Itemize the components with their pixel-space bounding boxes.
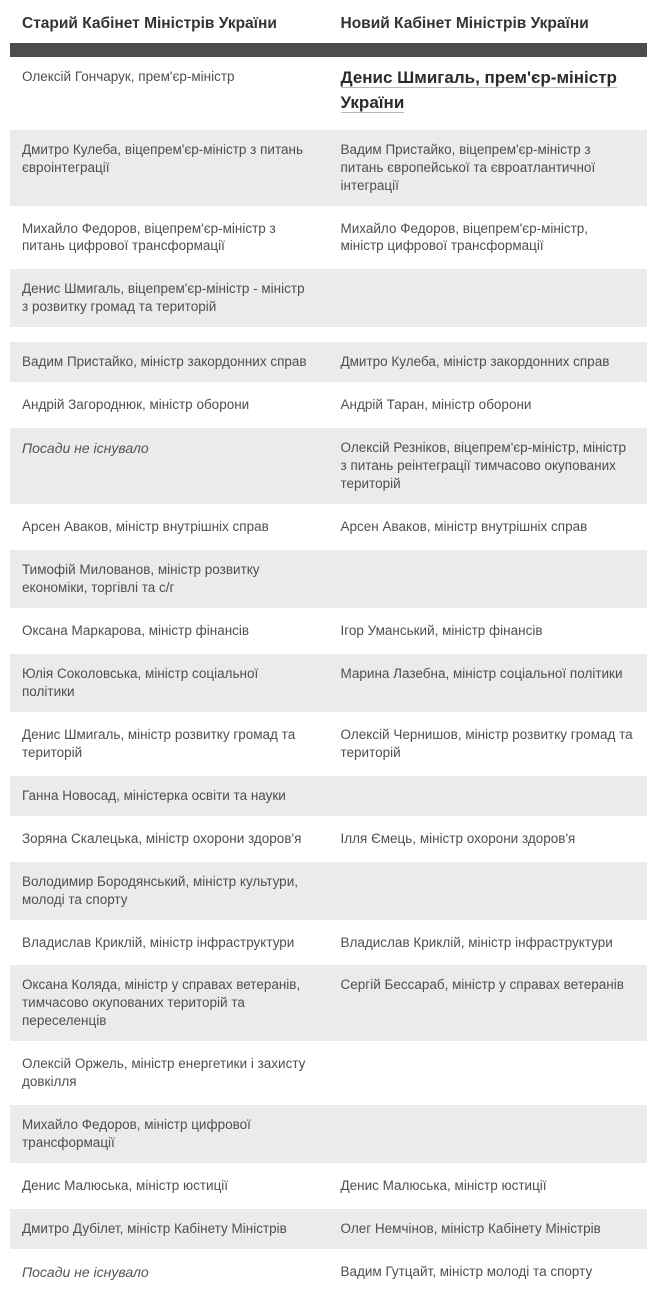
old-cabinet-cell: Оксана Маркарова, міністр фінансів	[10, 611, 329, 654]
table-row	[10, 1044, 647, 1105]
new-cabinet-cell: Андрій Таран, міністр оборони	[329, 385, 648, 428]
table-row	[10, 923, 647, 966]
new-cabinet-cell	[329, 776, 648, 819]
old-cabinet-cell: Михайло Федоров, віцепрем'єр-міністр з питань цифрової трансформації	[10, 209, 329, 270]
table-row	[10, 209, 647, 270]
new-cabinet-cell: Дмитро Кулеба, міністр закордонних справ	[329, 342, 648, 385]
new-cabinet-cell: Олег Немчінов, міністр Кабінету Міністрів	[329, 1209, 648, 1252]
new-cabinet-cell	[329, 862, 648, 923]
new-cabinet-cell: Ілля Ємець, міністр охорони здоров'я	[329, 819, 648, 862]
old-cabinet-cell	[10, 330, 329, 342]
table-row	[10, 428, 647, 507]
table-row	[10, 550, 647, 611]
new-cabinet-cell	[329, 330, 648, 342]
table-row	[10, 1252, 647, 1296]
old-cabinet-cell: Олексій Гончарук, прем'єр-міністр	[10, 57, 329, 129]
old-cabinet-cell: Денис Шмигаль, віцепрем'єр-міністр - міністр з розвитку громад та територій	[10, 269, 329, 330]
new-cabinet-cell: Михайло Федоров, віцепрем'єр-міністр, міністр цифрової трансформації	[329, 209, 648, 270]
old-cabinet-cell: Оксана Коляда, міністр у справах ветеранів, тимчасово окупованих територій та переселенців	[10, 965, 329, 1044]
comparison-table-body	[10, 57, 647, 1295]
table-row	[10, 654, 647, 715]
old-cabinet-cell: Зоряна Скалецька, міністр охорони здоров'я	[10, 819, 329, 862]
old-cabinet-cell: Олексій Оржель, міністр енергетики і захисту довкілля	[10, 1044, 329, 1105]
old-cabinet-cell: Володимир Бородянський, міністр культури, молоді та спорту	[10, 862, 329, 923]
new-prime-minister-link[interactable]: Денис Шмигаль, прем'єр-міністр України	[340, 68, 617, 113]
new-cabinet-cell	[329, 1105, 648, 1166]
table-row	[10, 342, 647, 385]
new-cabinet-cell: Вадим Гутцайт, міністр молоді та спорту	[329, 1252, 648, 1296]
table-row	[10, 507, 647, 550]
new-cabinet-cell: Денис Малюська, міністр юстиції	[329, 1166, 648, 1209]
new-cabinet-column-header: Новий Кабінет Міністрів України	[340, 15, 589, 32]
table-row	[10, 130, 647, 209]
table-row	[10, 385, 647, 428]
table-row	[10, 269, 647, 330]
old-cabinet-cell: Юлія Соколовська, міністр соціальної політики	[10, 654, 329, 715]
new-cabinet-cell: Ігор Уманський, міністр фінансів	[329, 611, 648, 654]
old-cabinet-cell: Тимофій Милованов, міністр розвитку економіки, торгівлі та с/г	[10, 550, 329, 611]
old-cabinet-cell: Дмитро Кулеба, віцепрем'єр-міністр з питань євроінтеграції	[10, 130, 329, 209]
table-row	[10, 776, 647, 819]
cabinet-comparison-table	[10, 8, 647, 1296]
new-cabinet-cell: Сергій Бессараб, міністр у справах ветеранів	[329, 965, 648, 1044]
new-cabinet-cell	[329, 57, 648, 129]
table-row	[10, 715, 647, 776]
old-cabinet-cell: Вадим Пристайко, міністр закордонних справ	[10, 342, 329, 385]
new-cabinet-cell	[329, 550, 648, 611]
old-cabinet-cell: Дмитро Дубілет, міністр Кабінету Міністрів	[10, 1209, 329, 1252]
old-cabinet-cell: Михайло Федоров, міністр цифрової трансформації	[10, 1105, 329, 1166]
table-spacer-row	[10, 330, 647, 342]
old-cabinet-cell: Денис Шмигаль, міністр розвитку громад та територій	[10, 715, 329, 776]
table-row	[10, 1209, 647, 1252]
old-cabinet-cell: Андрій Загороднюк, міністр оборони	[10, 385, 329, 428]
old-cabinet-cell: Владислав Криклій, міністр інфраструктури	[10, 923, 329, 966]
table-row	[10, 965, 647, 1044]
new-cabinet-cell	[329, 269, 648, 330]
new-cabinet-cell: Вадим Пристайко, віцепрем'єр-міністр з питань європейської та євроатлантичної інтеграції	[329, 130, 648, 209]
position-did-not-exist-cell: Посади не існувало	[10, 428, 329, 507]
table-header-row	[10, 8, 647, 43]
old-cabinet-cell: Ганна Новосад, міністерка освіти та науки	[10, 776, 329, 819]
new-cabinet-cell: Олексій Резніков, віцепрем'єр-міністр, міністр з питань реінтеграції тимчасово окупованих територій	[329, 428, 648, 507]
new-cabinet-cell: Марина Лазебна, міністр соціальної політики	[329, 654, 648, 715]
table-row	[10, 862, 647, 923]
old-cabinet-cell: Денис Малюська, міністр юстиції	[10, 1166, 329, 1209]
position-did-not-exist-cell: Посади не існувало	[10, 1252, 329, 1296]
new-cabinet-cell: Владислав Криклій, міністр інфраструктури	[329, 923, 648, 966]
table-row	[10, 1105, 647, 1166]
new-cabinet-cell: Арсен Аваков, міністр внутрішніх справ	[329, 507, 648, 550]
old-cabinet-cell: Арсен Аваков, міністр внутрішніх справ	[10, 507, 329, 550]
header-separator-bar	[10, 43, 647, 57]
table-row	[10, 611, 647, 654]
table-row	[10, 1166, 647, 1209]
table-row	[10, 57, 647, 129]
old-cabinet-column-header: Старий Кабінет Міністрів України	[22, 15, 277, 32]
new-cabinet-cell: Олексій Чернишов, міністр розвитку громад та територій	[329, 715, 648, 776]
new-cabinet-cell	[329, 1044, 648, 1105]
table-row	[10, 819, 647, 862]
